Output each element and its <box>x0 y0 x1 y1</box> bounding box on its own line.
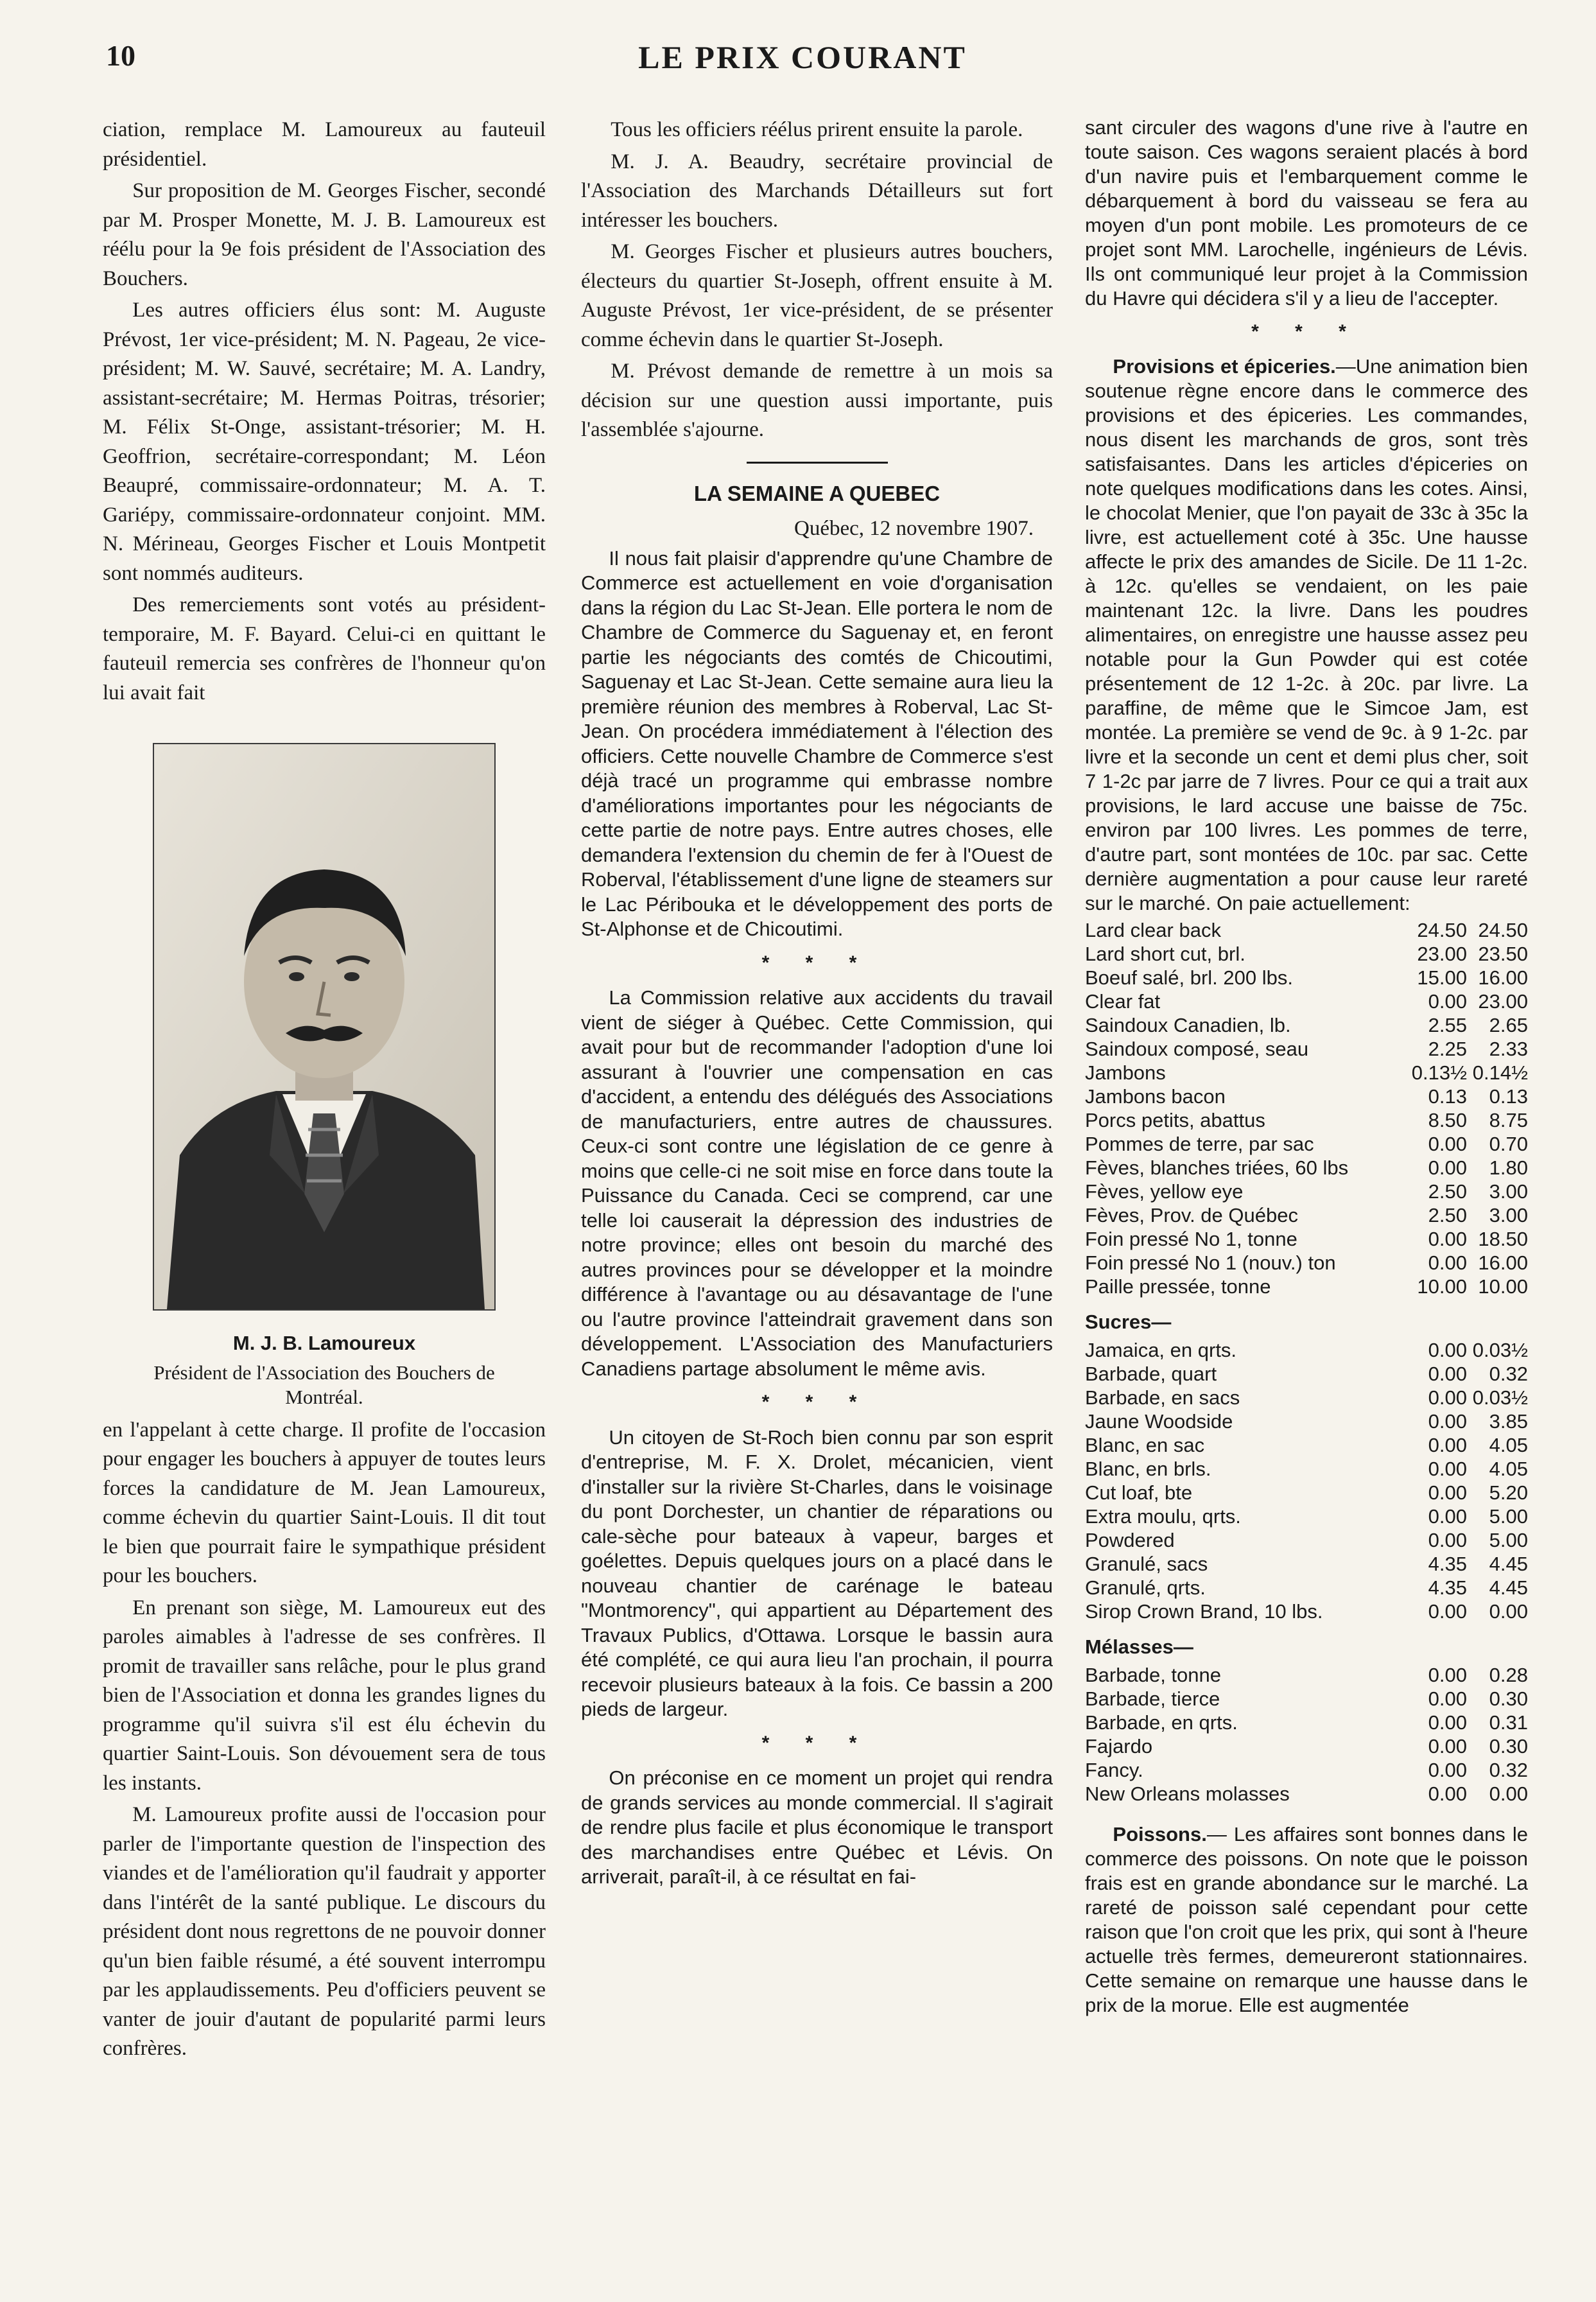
price-item-name: Saindoux Canadien, lb. <box>1085 1014 1291 1036</box>
sucres-heading: Sucres— <box>1085 1311 1172 1333</box>
price-item-name: Cut loaf, bte <box>1085 1481 1193 1504</box>
price-row <box>1085 1409 1528 1433</box>
price-low: 2.50 <box>1428 1180 1467 1203</box>
price-low: 0.00 <box>1428 1505 1467 1528</box>
price-row <box>1085 1433 1528 1457</box>
price-item-name: Jaune Woodside <box>1085 1410 1233 1433</box>
page-header <box>96 39 1509 90</box>
price-low: 0.00 <box>1428 1386 1467 1409</box>
price-high: 16.00 <box>1478 1251 1528 1274</box>
price-item-name: Jambons <box>1085 1061 1166 1084</box>
price-item-name: Paille pressée, tonne <box>1085 1275 1271 1298</box>
price-row <box>1085 1132 1528 1156</box>
price-item-name: Boeuf salé, brl. 200 lbs. <box>1085 966 1293 989</box>
price-high: 18.50 <box>1478 1228 1528 1250</box>
price-high: 0.03½ <box>1472 1386 1528 1409</box>
price-item-name: New Orleans molasses <box>1085 1783 1290 1805</box>
price-item-name: Blanc, en brls. <box>1085 1458 1211 1480</box>
price-high: 0.28 <box>1489 1664 1528 1686</box>
price-low: 0.00 <box>1428 1228 1467 1250</box>
stars-separator: * * * <box>761 1732 872 1754</box>
price-row <box>1085 1552 1528 1576</box>
paragraph: On préconise en ce moment un projet qui rendra de grands services au monde commercial. Il s'agirait de rendre plus facile et plus économique le transport des marchandises entre Québec et Lévis. On arriverait, paraît-il, à ce résultat en fai- <box>581 1766 1053 1888</box>
price-row <box>1085 1013 1528 1037</box>
price-item-name: Fancy. <box>1085 1759 1143 1781</box>
price-item-name: Jambons bacon <box>1085 1085 1226 1108</box>
price-low: 2.55 <box>1428 1014 1467 1036</box>
price-low: 24.50 <box>1417 919 1467 941</box>
price-row <box>1085 1085 1528 1108</box>
price-row <box>1085 1481 1528 1504</box>
price-row <box>1085 942 1528 966</box>
price-item-name: Fèves, blanches triées, 60 lbs <box>1085 1156 1349 1179</box>
price-row <box>1085 1037 1528 1061</box>
price-low: 0.00 <box>1428 990 1467 1013</box>
paragraph: Les autres officiers élus sont: M. Auguste Prévost, 1er vice-président; M. N. Pageau, 2e vice-président; M. W. Sauvé, secrétaire; M. A. Landry, assistant-secrétaire; M. Hermas Poitras, trésorier; M. Félix St-Onge, assistant-trésorier; M. H. Geoffrion, secrétaire-correspondant; M. Léon Beaupré, commissaire-ordonnateur; M. A. T. Gariépy, commissaire-ordonnateur conjoint. MM. N. Mérineau, Georges Fischer et Louis Montpetit sont nommés auditeurs. <box>103 299 546 585</box>
price-high: 1.80 <box>1489 1156 1528 1179</box>
sucres-price-table <box>1085 1338 1528 1623</box>
price-row <box>1085 1338 1528 1362</box>
column-2 <box>581 116 1053 1892</box>
price-item-name: Porcs petits, abattus <box>1085 1109 1265 1131</box>
price-low: 0.00 <box>1428 1711 1467 1734</box>
price-row <box>1085 1061 1528 1085</box>
paragraph: M. J. A. Beaudry, secrétaire provincial de l'Association des Marchands Détailleurs sut fort intéresser les bouchers. <box>581 150 1053 232</box>
price-high: 24.50 <box>1478 919 1528 941</box>
price-low: 0.00 <box>1428 1687 1467 1710</box>
section-divider <box>747 462 888 464</box>
price-row <box>1085 1156 1528 1180</box>
price-low: 0.00 <box>1428 1600 1467 1623</box>
price-high: 5.20 <box>1489 1481 1528 1504</box>
provisions-lead: Provisions et épiceries. <box>1113 355 1336 378</box>
paragraph: En prenant son siège, M. Lamoureux eut des paroles aimables à l'adresse de ses confrères. Il promit de travailler sans relâche, pour le plus grand bien de l'Association et donna les grandes lignes du programme qu'il suivra s'il est élu échevin du quartier Saint-Louis. Son dévouement sera de tous les instants. <box>103 1596 546 1795</box>
price-item-name: Clear fat <box>1085 990 1161 1013</box>
price-low: 23.00 <box>1417 943 1467 965</box>
price-item-name: Powdered <box>1085 1529 1175 1551</box>
price-low: 0.13½ <box>1411 1061 1467 1084</box>
price-high: 0.32 <box>1489 1759 1528 1781</box>
price-item-name: Fèves, yellow eye <box>1085 1180 1244 1203</box>
price-low: 0.00 <box>1428 1434 1467 1456</box>
page-number: 10 <box>106 39 135 72</box>
paragraph: Tous les officiers réélus prirent ensuite la parole. <box>611 118 1023 141</box>
price-item-name: Foin pressé No 1 (nouv.) ton <box>1085 1251 1336 1274</box>
price-high: 4.05 <box>1489 1458 1528 1480</box>
price-row <box>1085 1275 1528 1298</box>
price-high: 5.00 <box>1489 1529 1528 1551</box>
price-low: 0.00 <box>1428 1339 1467 1361</box>
poissons-lead: Poissons. <box>1113 1823 1207 1845</box>
price-high: 16.00 <box>1478 966 1528 989</box>
price-row <box>1085 1576 1528 1600</box>
price-low: 0.00 <box>1428 1783 1467 1805</box>
price-high: 8.75 <box>1489 1109 1528 1131</box>
price-low: 0.00 <box>1428 1156 1467 1179</box>
price-item-name: Barbade, en sacs <box>1085 1386 1240 1409</box>
price-row <box>1085 1251 1528 1275</box>
price-high: 5.00 <box>1489 1505 1528 1528</box>
price-item-name: Pommes de terre, par sac <box>1085 1133 1314 1155</box>
price-item-name: Lard clear back <box>1085 919 1221 941</box>
price-item-name: Granulé, qrts. <box>1085 1576 1206 1599</box>
price-item-name: Jamaica, en qrts. <box>1085 1339 1237 1361</box>
provisions-text: —Une animation bien soutenue règne encore dans le commerce des provisions et des épiceries. Les commandes, nous disent les marchands de gros, sont très satisfaisantes. Dans les articles d'épiceries on note quelques modifications dans les cotes. Ainsi, le chocolat Menier, que l'on payait de 33c à 35c la livre, est actuellement coté à 35c. Une hausse affecte le prix des amandes de Sicile. De 11 1-2c. à 12c. qu'elles se vendaient, on les paie maintenant 12c. la livre. Dans les poudres alimentaires, on enregistre une hausse assez peu notable pour la Gun Powder qui est cotée présentement de 12 1-2c. à 20c. par livre. La paraffine, de même que le Simcoe Jam, est montée. La première se vend de 9c. à 9 1-2c. par livre et la seconde un cent et demi plus cher, soit 7 1-2c par jarre de 7 livres. Pour ce qui a trait aux provisions, le lard accuse une baisse de 75c. environ par 100 livres. Les pommes de terre, d'autre part, sont montées de 10c. par sac. Cette dernière augmentation a pour cause leur rareté sur le marché. On paie actuellement: <box>1085 355 1528 914</box>
price-high: 0.32 <box>1489 1363 1528 1385</box>
price-low: 0.00 <box>1428 1735 1467 1757</box>
melasses-heading: Mélasses— <box>1085 1635 1193 1658</box>
price-low: 0.00 <box>1428 1664 1467 1686</box>
price-row <box>1085 1362 1528 1386</box>
price-row <box>1085 1227 1528 1251</box>
price-low: 0.00 <box>1428 1251 1467 1274</box>
price-item-name: Barbade, quart <box>1085 1363 1217 1385</box>
price-row <box>1085 1711 1528 1734</box>
price-row <box>1085 990 1528 1013</box>
paragraph: Des remerciements sont votés au président-temporaire, M. F. Bayard. Celui-ci en quittant le fauteuil remercia ses confrères de l'honneur qu'on lui avait fait <box>103 593 546 704</box>
price-row <box>1085 1734 1528 1758</box>
section-title: LA SEMAINE A QUEBEC <box>693 481 941 505</box>
price-item-name: Barbade, en qrts. <box>1085 1711 1238 1734</box>
paragraph: La Commission relative aux accidents du travail vient de siéger à Québec. Cette Commission, qui avait pour but de recommander l'adoption d'une loi assurant à l'ouvrier une compensation en cas d'accident, a entendu des délégués des Associations de manufacturiers, entre autres de chaussures. Ceux-ci sont contre une législation de ce genre à moins que celle-ci ne soit mise en force dans toute la Puissance du Canada. Ceci se comprend, car une telle loi causerait la dépression des industries de notre province; elles ont besoin du marché des autres provinces pour se développer et la moindre différence à l'avantage ou au désavantage de l'une ou l'autre province l'atteindrait gravement dans son développement. L'Association des Manufacturiers Canadiens partage absolument le même avis. <box>581 986 1053 1380</box>
price-high: 0.30 <box>1489 1735 1528 1757</box>
provisions-price-table <box>1085 918 1528 1298</box>
price-high: 0.14½ <box>1472 1061 1528 1084</box>
stars-separator: * * * <box>761 1391 872 1413</box>
price-high: 4.45 <box>1489 1553 1528 1575</box>
price-high: 4.05 <box>1489 1434 1528 1456</box>
paragraph: en l'appelant à cette charge. Il profite de l'occasion pour engager les bouchers à appuyer de toutes leurs forces la candidature de M. Jean Lamoureux, comme échevin du quartier Saint-Louis. Il dit tout le bien que pourrait faire le sympathique président pour les bouchers. <box>103 1418 546 1587</box>
price-row <box>1085 1203 1528 1227</box>
price-item-name: Granulé, sacs <box>1085 1553 1208 1575</box>
paragraph: M. Georges Fischer et plusieurs autres bouchers, électeurs du quartier St-Joseph, offrent ensuite à M. Auguste Prévost, 1er vice-président, de se présenter comme échevin dans le quartier St-Joseph. <box>581 240 1053 351</box>
page-title: LE PRIX COURANT <box>638 39 967 75</box>
price-item-name: Saindoux composé, seau <box>1085 1038 1309 1060</box>
price-high: 0.30 <box>1489 1687 1528 1710</box>
price-row <box>1085 1504 1528 1528</box>
paragraph: ciation, remplace M. Lamoureux au fauteuil présidentiel. <box>103 118 546 171</box>
price-row <box>1085 1180 1528 1203</box>
price-item-name: Blanc, en sac <box>1085 1434 1205 1456</box>
price-high: 4.45 <box>1489 1576 1528 1599</box>
price-row <box>1085 1782 1528 1806</box>
price-low: 0.00 <box>1428 1458 1467 1480</box>
price-low: 0.00 <box>1428 1759 1467 1781</box>
portrait-photo <box>153 743 496 1311</box>
price-row <box>1085 1528 1528 1552</box>
price-row <box>1085 1457 1528 1481</box>
portrait-illustration <box>154 744 494 1309</box>
portrait-caption-name: M. J. B. Lamoureux <box>232 1332 416 1354</box>
paragraph: Sur proposition de M. Georges Fischer, secondé par M. Prosper Monette, M. J. B. Lamoureux est réélu pour la 9e fois président de l'Association des Bouchers. <box>103 179 546 290</box>
price-row <box>1085 918 1528 942</box>
price-low: 15.00 <box>1417 966 1467 989</box>
price-low: 2.25 <box>1428 1038 1467 1060</box>
column-3 <box>1085 116 1528 2020</box>
price-low: 4.35 <box>1428 1576 1467 1599</box>
price-item-name: Extra moulu, qrts. <box>1085 1505 1241 1528</box>
price-high: 3.00 <box>1489 1204 1528 1226</box>
price-high: 0.00 <box>1489 1600 1528 1623</box>
price-low: 2.50 <box>1428 1204 1467 1226</box>
price-high: 0.00 <box>1489 1783 1528 1805</box>
price-high: 0.13 <box>1489 1085 1528 1108</box>
price-high: 23.00 <box>1478 990 1528 1013</box>
provisions-paragraph <box>1085 354 1528 916</box>
price-item-name: Lard short cut, brl. <box>1085 943 1245 965</box>
price-low: 0.00 <box>1428 1363 1467 1385</box>
price-low: 10.00 <box>1417 1275 1467 1298</box>
poissons-paragraph <box>1085 1822 1528 2018</box>
price-row <box>1085 1687 1528 1711</box>
price-item-name: Foin pressé No 1, tonne <box>1085 1228 1297 1250</box>
price-high: 2.65 <box>1489 1014 1528 1036</box>
price-low: 0.00 <box>1428 1410 1467 1433</box>
price-low: 8.50 <box>1428 1109 1467 1131</box>
price-high: 3.00 <box>1489 1180 1528 1203</box>
paragraph: sant circuler des wagons d'une rive à l'autre en toute saison. Ces wagons seraient placés à bord d'un navire puis et l'embarquement comme le débarquement à bord du vaisseau se fera au moyen d'un pont mobile. Les promoteurs de ce projet sont MM. Larochelle, ingénieurs de Lévis. Ils ont communiqué leur projet à la Commission du Havre qui décidera s'il y a lieu de l'accepter. <box>1085 116 1528 310</box>
price-row <box>1085 1663 1528 1687</box>
price-low: 0.00 <box>1428 1481 1467 1504</box>
paragraph: M. Prévost demande de remettre à un mois sa décision sur une question aussi importante, puis l'assemblée s'ajourne. <box>581 360 1053 441</box>
price-high: 23.50 <box>1478 943 1528 965</box>
price-item-name: Fèves, Prov. de Québec <box>1085 1204 1298 1226</box>
price-high: 2.33 <box>1489 1038 1528 1060</box>
paragraph: M. Lamoureux profite aussi de l'occasion pour parler de l'importante question de l'inspection des viandes et de l'amélioration qu'il faudrait y apporter dans l'intérêt de la santé publique. Le discours du président dont nous regrettons de ne pouvoir donner qu'un bien faible résumé, a été souvent interrompu par les applaudissements. Peu d'officiers peuvent se vanter de jouir d'autant de popularité parmi leurs confrères. <box>103 1803 546 2060</box>
price-item-name: Barbade, tierce <box>1085 1687 1220 1710</box>
price-high: 10.00 <box>1478 1275 1528 1298</box>
paragraph: Un citoyen de St-Roch bien connu par son esprit d'entreprise, M. F. X. Drolet, mécanicien, vient d'installer sur la rivière St-Charles, dans le voisinage du pont Dorchester, un chantier de réparations ou cale-sèche pour bateaux à vapeur, barges et goélettes. Depuis quelques jours on a placé dans le nouveau chantier de carénage le bateau "Montmorency", qui appartient au Département des Travaux Publics, d'Ottawa. Lorsque le bassin aura été complété, ce qui aura lieu l'an prochain, il pourra recevoir plusieurs bateaux à la fois. Ce bassin a 200 pieds de largeur. <box>581 1426 1053 1720</box>
price-low: 0.00 <box>1428 1529 1467 1551</box>
dateline: Québec, 12 novembre 1907. <box>794 517 1034 540</box>
price-high: 0.03½ <box>1472 1339 1528 1361</box>
price-row <box>1085 1600 1528 1623</box>
price-item-name: Barbade, tonne <box>1085 1664 1222 1686</box>
price-row <box>1085 1758 1528 1782</box>
price-low: 0.13 <box>1428 1085 1467 1108</box>
price-row <box>1085 966 1528 990</box>
price-high: 0.70 <box>1489 1133 1528 1155</box>
price-high: 3.85 <box>1489 1410 1528 1433</box>
price-item-name: Sirop Crown Brand, 10 lbs. <box>1085 1600 1323 1623</box>
melasses-price-table <box>1085 1663 1528 1806</box>
paragraph: Il nous fait plaisir d'apprendre qu'une Chambre de Commerce est actuellement en voie d'organisation dans la région du Lac St-Jean. Elle portera le nom de Chambre de Commerce du Saguenay et, en feront partie les négociants des comtés de Chicoutimi, Saguenay et Lac St-Jean. Cette semaine aura lieu la première réunion des membres à Roberval, Lac St-Jean. On procédera immédiatement à l'élection des officiers. Cette nouvelle Chambre de Commerce s'est déjà tracé un programme qui embrasse nombre d'améliorations importantes pour les négociants de cette partie de notre pays. Entre autres choses, elle demandera l'extension du chemin de fer à l'Ouest de Roberval, l'établissement d'une ligne de steamers sur le Lac Péribouka et le développement des ports de St-Alphonse et de Chicoutimi. <box>581 546 1053 940</box>
price-item-name: Fajardo <box>1085 1735 1153 1757</box>
price-low: 4.35 <box>1428 1553 1467 1575</box>
portrait-caption-description: Président de l'Association des Bouchers de Montréal. <box>153 1361 495 1408</box>
price-row <box>1085 1386 1528 1409</box>
column-1 <box>103 116 546 2066</box>
stars-separator: * * * <box>1251 321 1362 342</box>
stars-separator: * * * <box>761 952 872 973</box>
poissons-text: — Les affaires sont bonnes dans le commerce des poissons. On note que le poisson frais est en grande abondance sur le marché. La rareté de poisson salé cependant pour cette raison que l'on croit que les prix, qui sont à l'heure actuelle très fermes, demeureront stationnaires. Cette semaine on remarque une hausse dans le prix de la morue. Elle est augmentée <box>1085 1823 1528 2016</box>
price-high: 0.31 <box>1489 1711 1528 1734</box>
price-row <box>1085 1108 1528 1132</box>
price-low: 0.00 <box>1428 1133 1467 1155</box>
